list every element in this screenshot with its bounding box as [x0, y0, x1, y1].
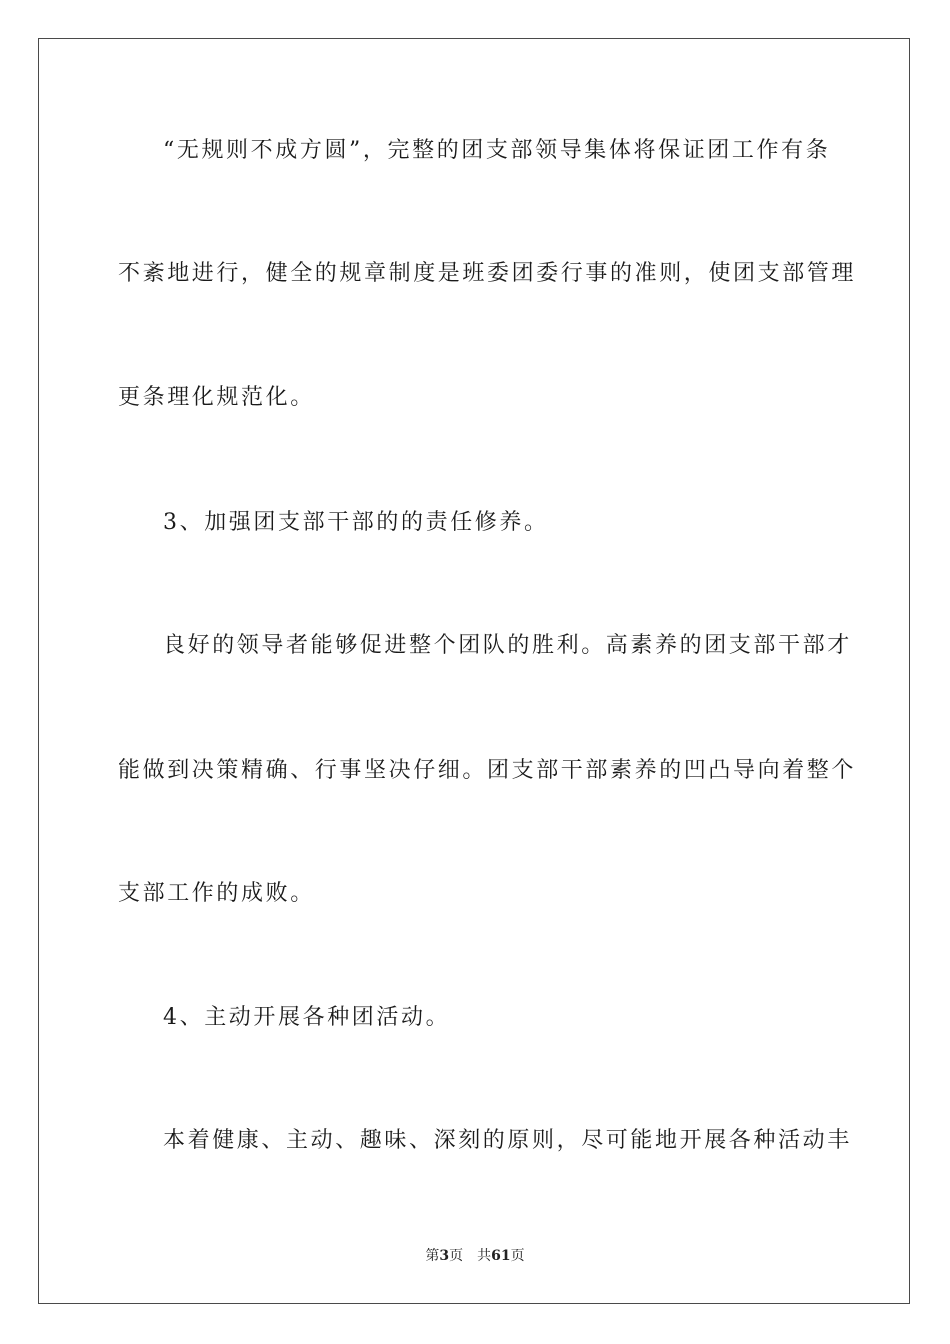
paragraph-line: 能做到决策精确、行事坚决仔细。团支部干部素养的凹凸导向着整个 [118, 758, 857, 783]
paragraph-line: 更条理化规范化。 [118, 385, 315, 410]
paragraph-line: 良好的领导者能够促进整个团队的胜利。高素养的团支部干部才 [163, 633, 852, 658]
page-border [38, 38, 910, 1304]
paragraph-line: 本着健康、主动、趣味、深刻的原则，尽可能地开展各种活动丰 [163, 1128, 852, 1153]
paragraph-line: “无规则不成方圆”，完整的团支部领导集体将保证团工作有条 [163, 138, 831, 163]
total-pages: 61 [491, 1248, 511, 1264]
total-suffix: 页 [510, 1248, 525, 1264]
paragraph-line: 支部工作的成败。 [118, 881, 315, 906]
page-prefix: 第 [425, 1248, 440, 1264]
page-number: 3 [439, 1248, 450, 1264]
total-prefix: 共 [477, 1248, 492, 1264]
page-footer [0, 1246, 950, 1266]
section-heading: 3、加强团支部干部的的责任修养。 [163, 510, 549, 535]
page-suffix: 页 [449, 1248, 464, 1264]
section-heading: 4、主动开展各种团活动。 [163, 1005, 451, 1030]
paragraph-line: 不紊地进行，健全的规章制度是班委团委行事的准则，使团支部管理 [118, 261, 857, 286]
